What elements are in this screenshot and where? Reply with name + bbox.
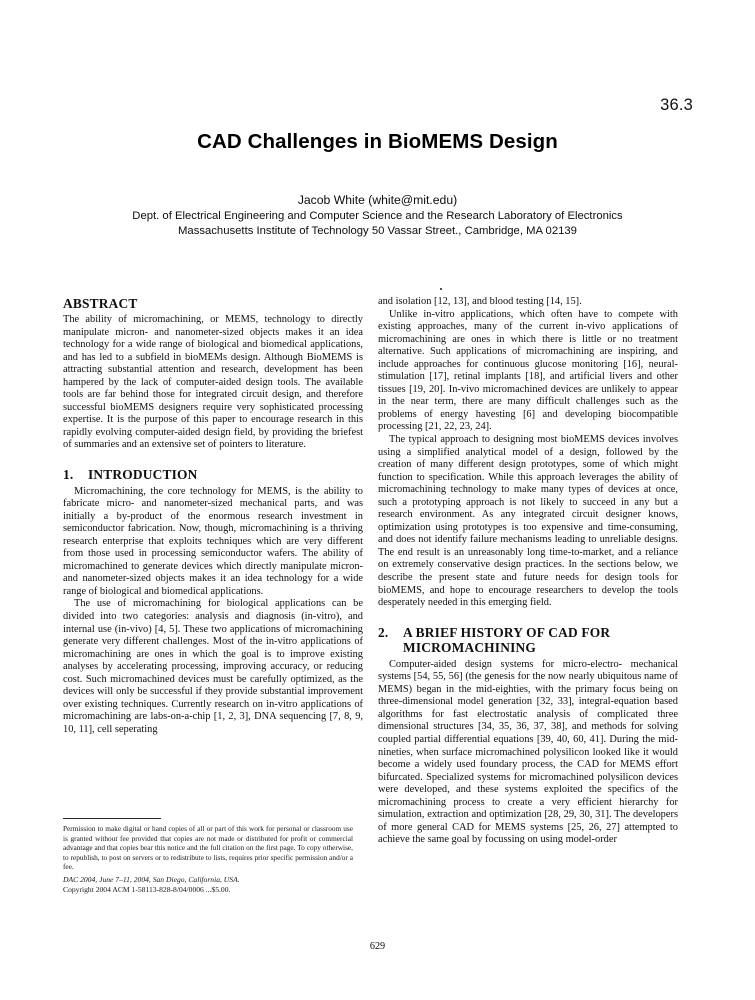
section-1-title: INTRODUCTION <box>88 467 198 483</box>
paper-session-id: 36.3 <box>660 96 693 114</box>
section-1-heading <box>63 467 363 483</box>
continuation-line: and isolation [12, 13], and blood testing [14, 15]. <box>378 296 582 307</box>
column-left <box>63 296 363 736</box>
section-1-paragraph-2: The use of micromachining for biological applications can be divided into two categories: analysis and diagnosis (in-vitro), and internal use (in-vivo) [4, 5]. These two applications of micromachining generate very different challenges. Most of the in-vitro applications of micromachining are ones in which the goal is to improve existing analyses by accelerating processing, improving accuracy, or reducing cost. Such micromachined devices must be carefully optimized, as the devices will only be successful if they provide substantial improvement over existing techniques. Currently research on in-vitro applications of micromachining are labs-on-a-chip [1, 2, 3], DNA sequencing [7, 8, 9, 10, 11], cell seperating <box>63 598 363 735</box>
section-1-number: 1. <box>63 467 74 483</box>
copyright-block <box>63 818 353 894</box>
scan-artifact-dot <box>440 288 442 290</box>
copyright-line: Copyright 2004 ACM 1-58113-828-8/04/0006 ...$5.00. <box>63 884 231 894</box>
section-2-title: A BRIEF HISTORY OF CAD FOR MICROMACHINING <box>403 624 611 656</box>
author-block <box>0 193 755 240</box>
abstract-heading: ABSTRACT <box>63 296 138 311</box>
section-2-paragraph-1: Computer-aided design systems for micro-electro- mechanical systems [54, 55, 56] (the genesis for the now nearly ubiquitous name of MEMS) began in the mid-eighties, with the primary focus being on three-dimensional model generation [32, 33], integral-equation based algorithms for fast electrostatic analysis of complicated three dimensional structures [34, 35, 36, 37, 38], and methods for solving coupled partial differential equations [39, 40, 60, 41]. During the mid-nineties, when surface micromachined polysilicon looked like it would become a widely used foundary process, the CAD for MEMS effort bifurcated. Specialized systems for micromachined polysilicon devices were developed, and these systems exploited the specifics of the micromachining process to create a very efficient hierarchy for simulation, extraction and optimization [28, 29, 30, 31]. The developers of more general CAD for MEMS systems [25, 26, 27] attempted to achieve the same goal by focussing on using model-order <box>378 658 678 846</box>
copyright-rule <box>63 818 161 819</box>
column-right <box>378 296 678 847</box>
section-2-number: 2. <box>378 624 389 640</box>
section-1-paragraph-1: Micromachining, the core technology for MEMS, is the ability to fabricate micro- and nanometer-sized mechanical parts, and was initially a by-product of the enormous research investment in semiconductor fabrication. Now, though, micromachining is a thriving research enterprise that exploits techniques which are very different from those used in processing semiconductor wafers. The ability of micromachined to generate devices which directly manipulate micron- and nanometer-sized objects makes it an idea technology for a wide range of biological and biomedical applications. <box>63 485 363 597</box>
copyright-venue: DAC 2004, June 7–11, 2004, San Diego, California, USA. <box>63 874 240 884</box>
page-title: CAD Challenges in BioMEMS Design <box>197 130 558 153</box>
author-affiliation-line-2: Massachusetts Institute of Technology 50 Vassar Street., Cambridge, MA 02139 <box>178 225 577 238</box>
right-paragraph-1: Unlike in-vitro applications, which often have to compete with existing approaches, many of the current in-vivo applications of micromachining are ones in which there is little or no treatment alternative. Such applications of micromachining are inspiring, and include approaches for continuous glucose monitoring [16], neural-stimulation [17], retinal implants [18], and artificial livers and other tissues [19, 20]. In-vivo micromachined devices are unlikely to appear in the near term, there are many difficult challenges such as the problems of energy havesting [6] and developing biocompatible processing [21, 22, 23, 24]. <box>378 308 678 433</box>
copyright-permission-text: Permission to make digital or hand copies of all or part of this work for personal or classroom use is granted without fee provided that copies are not made or distributed for profit or commercial advantage and that copies bear this notice and the full citation on the first page. To copy otherwise, to republish, to post on servers or to redistribute to lists, requires prior specific permission and/or a fee. <box>63 824 353 872</box>
right-paragraph-2: The typical approach to designing most bioMEMS devices involves using a simplified analytical model of a design, followed by the creation of many different design prototypes, some of which might function to specification. While this approach leverages the ability of micromachining technology to make many types of devices at once, such a prototyping approach is not likely to succeed in any but a research environment. As any integrated circuit designer knows, optimization using prototypes is too expensive and time-consuming, and does not identify failure mechanisms leading to unreliable designs. The end result is an unreasonably long time-to-market, and a reliance on extremely conservative design practices. In the sections below, we describe the present state and future needs for design tools for bioMEMS, and hope to encourage researchers to develop the tools desperately needed in this emerging field. <box>378 434 678 609</box>
section-2-heading <box>378 625 678 656</box>
author-name: Jacob White (white@mit.edu) <box>297 193 458 207</box>
abstract-text: The ability of micromachining, or MEMS, technology to directly manipulate micron- and nanometer-sized objects makes it an idea technology for a wide range of biological and biomedical applications, and has led to a subfield in bioMEMs design. Although BioMEMS is attracting substantial attention and research, development has been hampered by the lack of computer-aided design tools. The available tools are far behind those for integrated circuit design, and therefore successful bioMEMS designers require very sophisticated processing expertise. It is the purpose of this paper to encourage research in this rapidly evolving computer-aided design field, by providing the briefest of summaries and an extensive set of pointers to literature. <box>63 314 363 451</box>
page-number: 629 <box>369 941 386 952</box>
author-affiliation-line-1: Dept. of Electrical Engineering and Computer Science and the Research Laboratory of Electronics <box>132 209 623 222</box>
